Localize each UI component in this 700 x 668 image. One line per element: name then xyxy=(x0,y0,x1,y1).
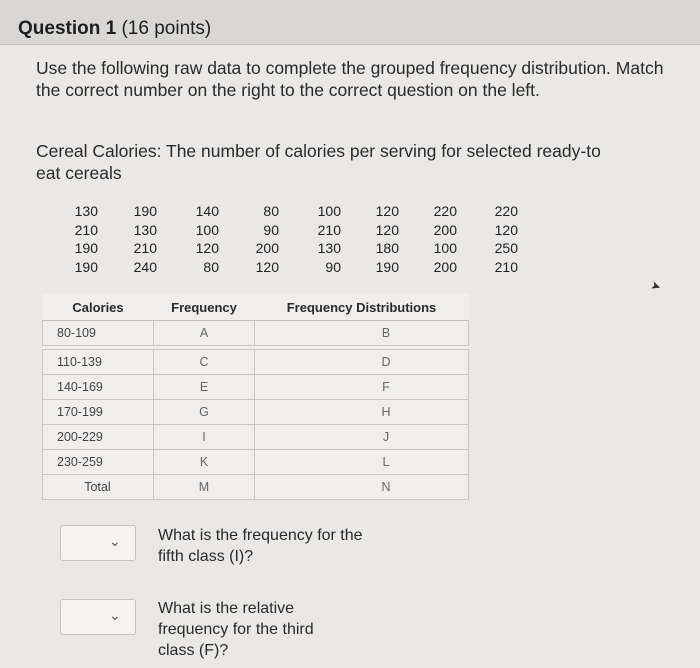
raw-data-value: 220 xyxy=(494,203,518,219)
raw-data-value: 210 xyxy=(133,240,157,256)
class-cell: 80-109 xyxy=(43,321,154,346)
raw-data-value: 130 xyxy=(74,203,98,219)
frequency-cell: C xyxy=(154,350,255,375)
header-frequency: Frequency xyxy=(154,294,255,321)
raw-data-value: 100 xyxy=(317,203,341,219)
answer-dropdown-1[interactable] xyxy=(60,525,136,561)
raw-data-value: 140 xyxy=(195,203,219,219)
table-row xyxy=(43,425,469,450)
distribution-cell: D xyxy=(255,350,469,375)
chevron-down-icon: ⌄ xyxy=(109,533,121,549)
raw-data-value: 120 xyxy=(195,240,219,256)
raw-data-column xyxy=(478,202,518,276)
header-frequency-distributions: Frequency Distributions xyxy=(255,294,469,321)
raw-data-value: 80 xyxy=(263,203,279,219)
raw-data-value: 120 xyxy=(494,221,518,238)
distribution-cell: H xyxy=(255,400,469,425)
raw-data-column xyxy=(301,202,341,276)
raw-data-value: 190 xyxy=(375,258,399,275)
raw-data-value: 120 xyxy=(375,221,399,238)
distribution-cell: L xyxy=(255,450,469,475)
raw-data-value: 90 xyxy=(263,221,279,238)
class-cell: 140-169 xyxy=(43,375,154,400)
raw-data-value: 210 xyxy=(494,258,518,275)
raw-data-value: 190 xyxy=(74,240,98,256)
raw-data-value: 250 xyxy=(494,240,518,256)
table-row xyxy=(43,400,469,425)
raw-data-value: 90 xyxy=(325,258,341,275)
raw-data-value: 210 xyxy=(74,221,98,238)
question-number: Question 1 xyxy=(18,18,117,39)
table-row xyxy=(43,450,469,475)
distribution-cell: F xyxy=(255,375,469,400)
class-cell-total: Total xyxy=(43,475,154,500)
raw-data-column xyxy=(417,202,457,276)
raw-data-column xyxy=(239,202,279,276)
raw-data-value: 240 xyxy=(133,258,157,275)
frequency-cell: A xyxy=(154,321,255,346)
dataset-title-line2: eat cereals xyxy=(36,163,122,183)
class-cell: 230-259 xyxy=(43,450,154,475)
distribution-cell-total: N xyxy=(255,475,469,500)
raw-data-value: 220 xyxy=(433,203,457,219)
table-row xyxy=(43,321,469,346)
raw-data-value: 130 xyxy=(317,240,341,256)
class-cell: 200-229 xyxy=(43,425,154,450)
mouse-cursor-icon: ➤ xyxy=(648,277,664,295)
table-row-total xyxy=(43,475,469,500)
match-prompt-1: What is the frequency for the fifth class (I)? xyxy=(158,527,363,565)
question-points: (16 points) xyxy=(121,18,212,39)
instructions-text: Use the following raw data to complete the grouped frequency distribution. Match the correct number on the right to the correct question on the left. xyxy=(36,58,664,100)
raw-data-value: 100 xyxy=(433,240,457,256)
distribution-cell: B xyxy=(255,321,469,346)
match-prompt-2: What is the relative frequency for the third class (F)? xyxy=(158,600,314,659)
table-row xyxy=(43,350,469,375)
raw-data-value: 100 xyxy=(195,221,219,238)
table-row xyxy=(43,375,469,400)
raw-data-value: 130 xyxy=(133,221,157,238)
frequency-cell: G xyxy=(154,400,255,425)
raw-data-value: 190 xyxy=(74,258,98,275)
raw-data-column xyxy=(179,202,219,276)
raw-data-column xyxy=(58,202,98,276)
raw-data-value: 200 xyxy=(433,258,457,275)
raw-data-column xyxy=(359,202,399,276)
frequency-cell-total: M xyxy=(154,475,255,500)
raw-data-value: 120 xyxy=(255,258,279,275)
raw-data-value: 80 xyxy=(203,258,219,275)
class-cell: 110-139 xyxy=(43,350,154,375)
question-title xyxy=(18,18,211,40)
class-cell: 170-199 xyxy=(43,400,154,425)
header-calories: Calories xyxy=(43,294,154,321)
raw-data-value: 210 xyxy=(317,221,341,238)
raw-data-value: 180 xyxy=(375,240,399,256)
chevron-down-icon: ⌄ xyxy=(109,607,121,623)
answer-dropdown-2[interactable] xyxy=(60,599,136,635)
frequency-cell: I xyxy=(154,425,255,450)
raw-data-value: 200 xyxy=(255,240,279,256)
frequency-cell: E xyxy=(154,375,255,400)
raw-data-value: 120 xyxy=(375,203,399,219)
raw-data-column xyxy=(117,202,157,276)
raw-data-value: 190 xyxy=(133,203,157,219)
dataset-title-line1: Cereal Calories: The number of calories per serving for selected ready-to xyxy=(36,141,601,161)
dataset-title xyxy=(36,140,700,184)
table-header-row xyxy=(43,294,469,321)
distribution-cell: J xyxy=(255,425,469,450)
raw-data-value: 200 xyxy=(433,221,457,238)
frequency-table xyxy=(42,294,469,500)
frequency-cell: K xyxy=(154,450,255,475)
